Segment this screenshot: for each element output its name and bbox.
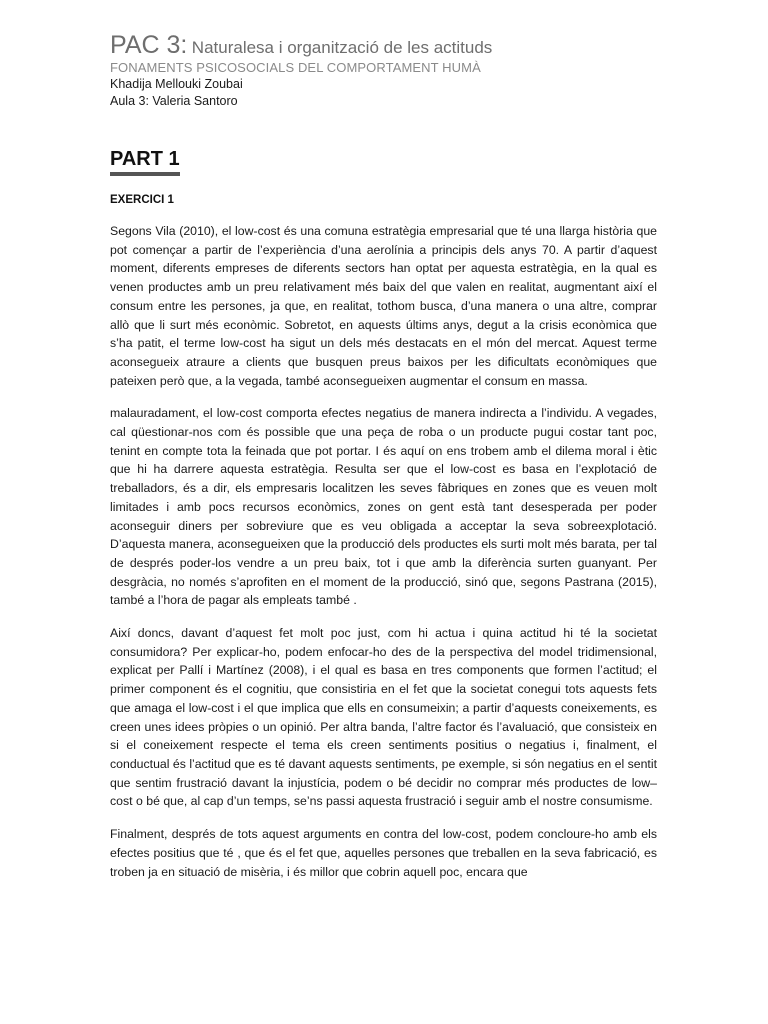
paragraph-1: Segons Vila (2010), el low-cost és una comuna estratègia empresarial que té una llarga història que pot començar a partir de l’experiència d’una aerolínia a principis dels anys 70. A partir d’aquest moment, diferents empreses de diferents sectors han optat per aquesta estratègia, en la qual es venen productes amb un preu relativament més baix del que valen en realitat, augmentant així el consum entre les persones, ja que, en realitat, tothom busca, d’una manera o una altre, comprar allò que li surt més econòmic. Sobretot, en aquests últims anys, degut a la crisis econòmica que s’ha patit, el terme low-cost ha sigut un dels més destacats en el món del mercat. Aquest terme aconsegueix atraure a clients que busquen preus baixos per les dificultats econòmiques que pateixen però que, a la vegada, també aconsegueixen augmentar el consum en massa. — [110, 224, 657, 388]
author-name: Khadija Mellouki Zoubai — [110, 77, 243, 91]
exercise-heading: EXERCICI 1 — [110, 194, 174, 206]
paragraph-4: Finalment, després de tots aquest arguments en contra del low-cost, podem concloure-ho amb els efectes positius que té , que és el fet que, aquelles persones que treballen en la seva fabricació, es troben ja en situació de misèria, i és millor que cobrin aquell poc, encara que — [110, 827, 657, 879]
part-heading: PART 1 — [110, 146, 180, 176]
paragraph-3: Així doncs, davant d’aquest fet molt poc just, com hi actua i quina actitud hi té la societat consumidora? Per explicar-ho, podem enfocar-ho des de la perspectiva del model tridimensional, explicat per Pallí i Martínez (2008), i el qual es basa en tres components que formen l’actitud; el primer component és el cognitiu, que consistiria en el fet que la societat conegui tots aquests fets que amaga el low-cost i el que implica que ells en consumeixin; a partir d’aquests coneixements, es creen unes idees pròpies o un opinió. Per altra banda, l’altre factor és l’avaluació, que consisteix en si el coneixement respecte el tema els creen sentiments positius o negatius i, finalment, el conductual és l’actitud que es té davant aquests sentiments, pe exemple, si són negatius en el sentit que sentim frustració davant la injustícia, podem o bé decidir no comprar més productes de low–cost o bé que, al cap d’un temps, se’ns passi aquesta frustració i seguir amb el nostre consumisme. — [110, 626, 657, 809]
part-heading-wrap — [110, 110, 657, 176]
subject-name: FONAMENTS PSICOSOCIALS DEL COMPORTAMENT HUMÀ — [110, 60, 481, 75]
classroom-info: Aula 3: Valeria Santoro — [110, 94, 238, 108]
document-title — [110, 30, 657, 60]
title-prefix: PAC 3: — [110, 31, 188, 59]
document-page — [110, 30, 657, 881]
paragraph-2: malauradament, el low-cost comporta efectes negatius de manera indirecta a l’individu. A vegades, cal qüestionar-nos com és possible que una peça de roba o un producte pugui costar tant poc, tenint en compte tota la feinada que pot portar. I és aquí on ens trobem amb el dilema moral i ètic que hi ha darrere aquesta estratègia. Resulta ser que el low-cost es basa en l’explotació de treballadors, és a dir, els empresaris localitzen les seves fàbriques en zones que es veuen molt limitades i amb pocs recursos econòmics, zones on gent està tant desesperada per poder aconseguir diners per sobreviure que es veu obligada a acceptar la seva sobreexplotació. D’aquesta manera, aconsegueixen que la producció dels productes els surti molt més barata, per tal de després poder-los vendre a un preu baix, tot i que amb la diferència surten guanyant. Per desgràcia, no només s’aprofiten en el moment de la producció, sinó que, segons Pastrana (2015), també a l’hora de pagar als empleats també . — [110, 406, 657, 608]
title-rest: Naturalesa i organització de les actituds — [191, 38, 493, 57]
